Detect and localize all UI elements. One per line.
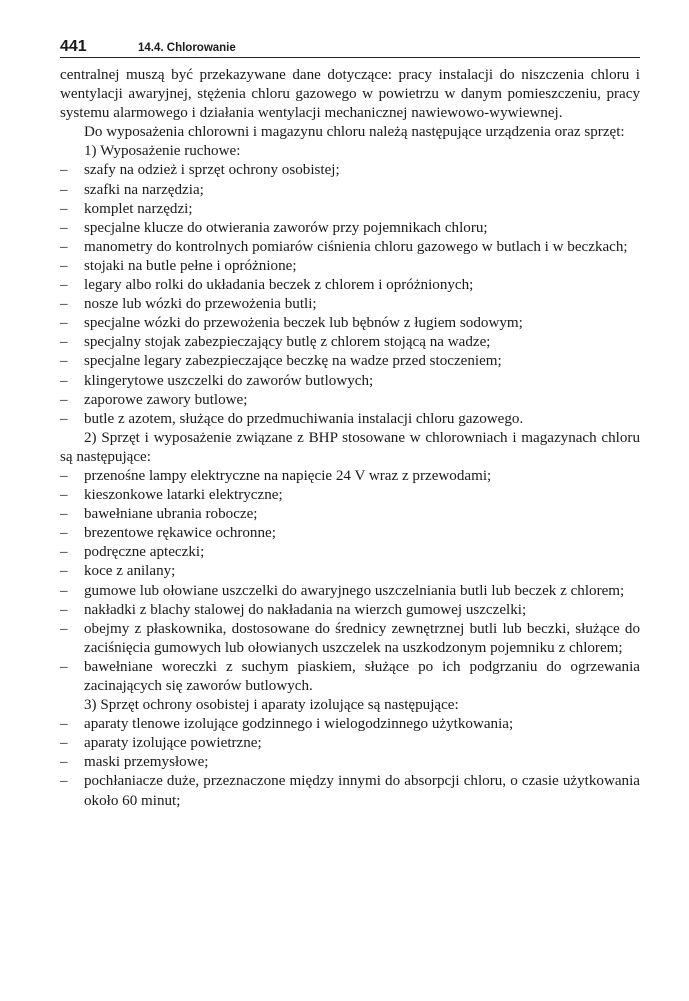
list-item: – pochłaniacze duże, przeznaczone między innymi do absorpcji chloru, o czasie użytkowania około 60 minut; xyxy=(60,773,640,809)
list-item: – podręczne apteczki; xyxy=(60,544,205,561)
list-item: – zaporowe zawory butlowe; xyxy=(60,391,248,408)
list-item: – szafy na odzież i sprzęt ochrony osobistej; xyxy=(60,162,340,179)
list-item: – szafki na narzędzia; xyxy=(60,181,204,198)
list-item: – maski przemysłowe; xyxy=(60,754,209,771)
page-number: 441 xyxy=(60,38,87,55)
running-header xyxy=(60,38,640,58)
section-heading: 1) Wyposażenie ruchowe: xyxy=(84,143,241,160)
list-item: – nakładki z blachy stalowej do nakładania na wierzch gumowej uszczelki; xyxy=(60,601,527,618)
list-item: – specjalne klucze do otwierania zaworów przy pojemnikach chloru; xyxy=(60,219,488,236)
list-item: – klingerytowe uszczelki do zaworów butlowych; xyxy=(60,372,374,389)
list-item: – bawełniane woreczki z suchym piaskiem, służące po ich podgrzaniu do ogrzewania zacinających się zaworów butlowych. xyxy=(60,658,640,694)
lead-paragraph: Do wyposażenia chlorowni i magazynu chloru należą następujące urządzenia oraz sprzęt: xyxy=(84,124,625,141)
list-item: – obejmy z płaskownika, dostosowane do średnicy zewnętrznej butli lub beczki, służące do zaciśnięcia gumowych lub ołowianych uszczelek na uszkodzonym pojemniku z chlorem; xyxy=(60,620,640,656)
list-item: – manometry do kontrolnych pomiarów ciśnienia chloru gazowego w butlach i w beczkach; xyxy=(60,238,628,255)
list-item: – stojaki na butle pełne i opróżnione; xyxy=(60,257,297,274)
list-item: – legary albo rolki do układania beczek z chlorem i opróżnionych; xyxy=(60,277,474,294)
list-item: – brezentowe rękawice ochronne; xyxy=(60,525,276,542)
list-item: – koce z anilany; xyxy=(60,563,176,580)
document-page xyxy=(60,38,640,811)
list-item: – specjalne legary zabezpieczające beczkę na wadze przed stoczeniem; xyxy=(60,353,502,370)
list-item: – specjalny stojak zabezpieczający butlę z chlorem stojącą na wadze; xyxy=(60,334,491,351)
list-item: – przenośne lampy elektryczne na napięcie 24 V wraz z przewodami; xyxy=(60,467,492,484)
list-item: – aparaty izolujące powietrzne; xyxy=(60,735,262,752)
list-item: – gumowe lub ołowiane uszczelki do awaryjnego uszczelniania butli lub beczek z chlorem; xyxy=(60,582,625,599)
section-heading: 2) Sprzęt i wyposażenie związane z BHP stosowane w chlorowniach i magazynach chloru są następujące: xyxy=(60,429,640,465)
list-item: – specjalne wózki do przewożenia beczek lub bębnów z ługiem sodowym; xyxy=(60,315,523,332)
list-item: – butle z azotem, służące do przedmuchiwania instalacji chloru gazowego. xyxy=(60,410,524,427)
list-item: – aparaty tlenowe izolujące godzinnego i wielogodzinnego użytkowania; xyxy=(60,716,514,733)
list-item: – kieszonkowe latarki elektryczne; xyxy=(60,487,283,504)
section-heading: 3) Sprzęt ochrony osobistej i aparaty izolujące są następujące: xyxy=(84,697,459,714)
list-item: – komplet narzędzi; xyxy=(60,200,193,217)
intro-paragraph: centralnej muszą być przekazywane dane dotyczące: pracy instalacji do niszczenia chloru i wentylacji awaryjnej, stężenia chloru gazowego w powietrzu w danym pomieszczeniu, pracy systemu alarmowego i działania wentylacji mechanicznej nawiewowo-wywiewnej. xyxy=(60,67,640,122)
section-title: 14.4. Chlorowanie xyxy=(138,42,236,54)
list-item: – bawełniane ubrania robocze; xyxy=(60,506,258,523)
list-item: – nosze lub wózki do przewożenia butli; xyxy=(60,296,317,313)
page-body xyxy=(60,66,640,811)
